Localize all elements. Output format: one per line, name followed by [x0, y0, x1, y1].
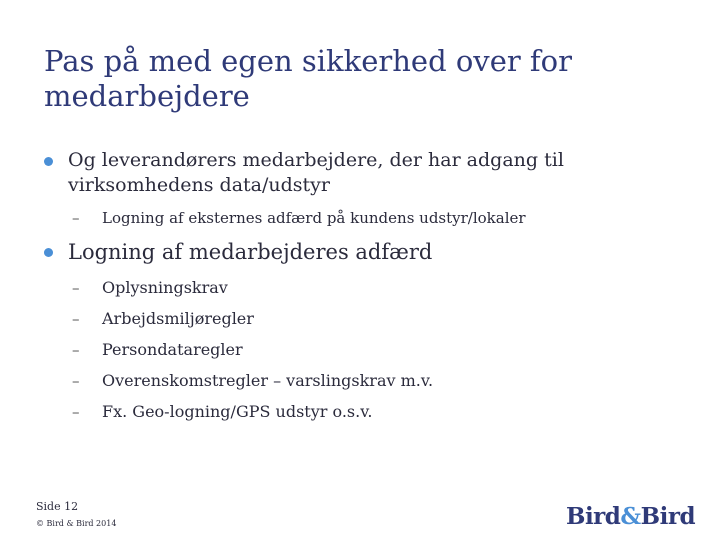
- copyright-notice: © Bird & Bird 2014: [36, 519, 117, 528]
- sub-item: [72, 303, 433, 334]
- sub-item: [72, 207, 526, 229]
- page-number: [36, 500, 78, 513]
- sub-item-text: Fx. Geo-logning/GPS udstyr o.s.v.: [102, 401, 373, 421]
- bullet-item: [44, 239, 432, 265]
- sub-item-text: Overenskomstregler – varslingskrav m.v.: [102, 370, 434, 390]
- dash-marker: –: [72, 309, 80, 328]
- bullet-text: Og leverandørers medarbejdere, der har adgang til virksomhedens data/udstyr: [68, 149, 564, 196]
- dash-marker: –: [72, 371, 80, 390]
- sub-item: [72, 396, 433, 427]
- sub-item-text: Oplysningskrav: [102, 277, 228, 297]
- dash-marker: –: [72, 340, 80, 359]
- sub-list: [72, 272, 433, 427]
- logo-part: Bird: [566, 503, 621, 530]
- logo-ampersand: &: [620, 503, 641, 530]
- sub-item-text: Persondataregler: [102, 339, 243, 359]
- dash-marker: –: [72, 209, 80, 227]
- page-number-value: 12: [64, 500, 79, 513]
- dash-marker: –: [72, 402, 80, 421]
- bullet-dot-icon: [44, 248, 53, 257]
- bullet-dot-icon: [44, 157, 53, 166]
- sub-item-text: Logning af eksternes adfærd på kundens udstyr/lokaler: [102, 209, 526, 227]
- bullet-item: [44, 148, 644, 198]
- sub-item-text: Arbejdsmiljøregler: [102, 308, 254, 328]
- sub-item: [72, 334, 433, 365]
- sub-item: [72, 365, 433, 396]
- slide-title: Pas på med egen sikkerhed over for medarbejdere: [44, 44, 572, 113]
- dash-marker: –: [72, 278, 80, 297]
- page-label: Side: [36, 500, 61, 513]
- bullet-text: Logning af medarbejderes adfærd: [68, 240, 433, 264]
- sub-item: [72, 272, 433, 303]
- logo-part: Bird: [640, 503, 696, 530]
- bird-and-bird-logo: [566, 503, 695, 530]
